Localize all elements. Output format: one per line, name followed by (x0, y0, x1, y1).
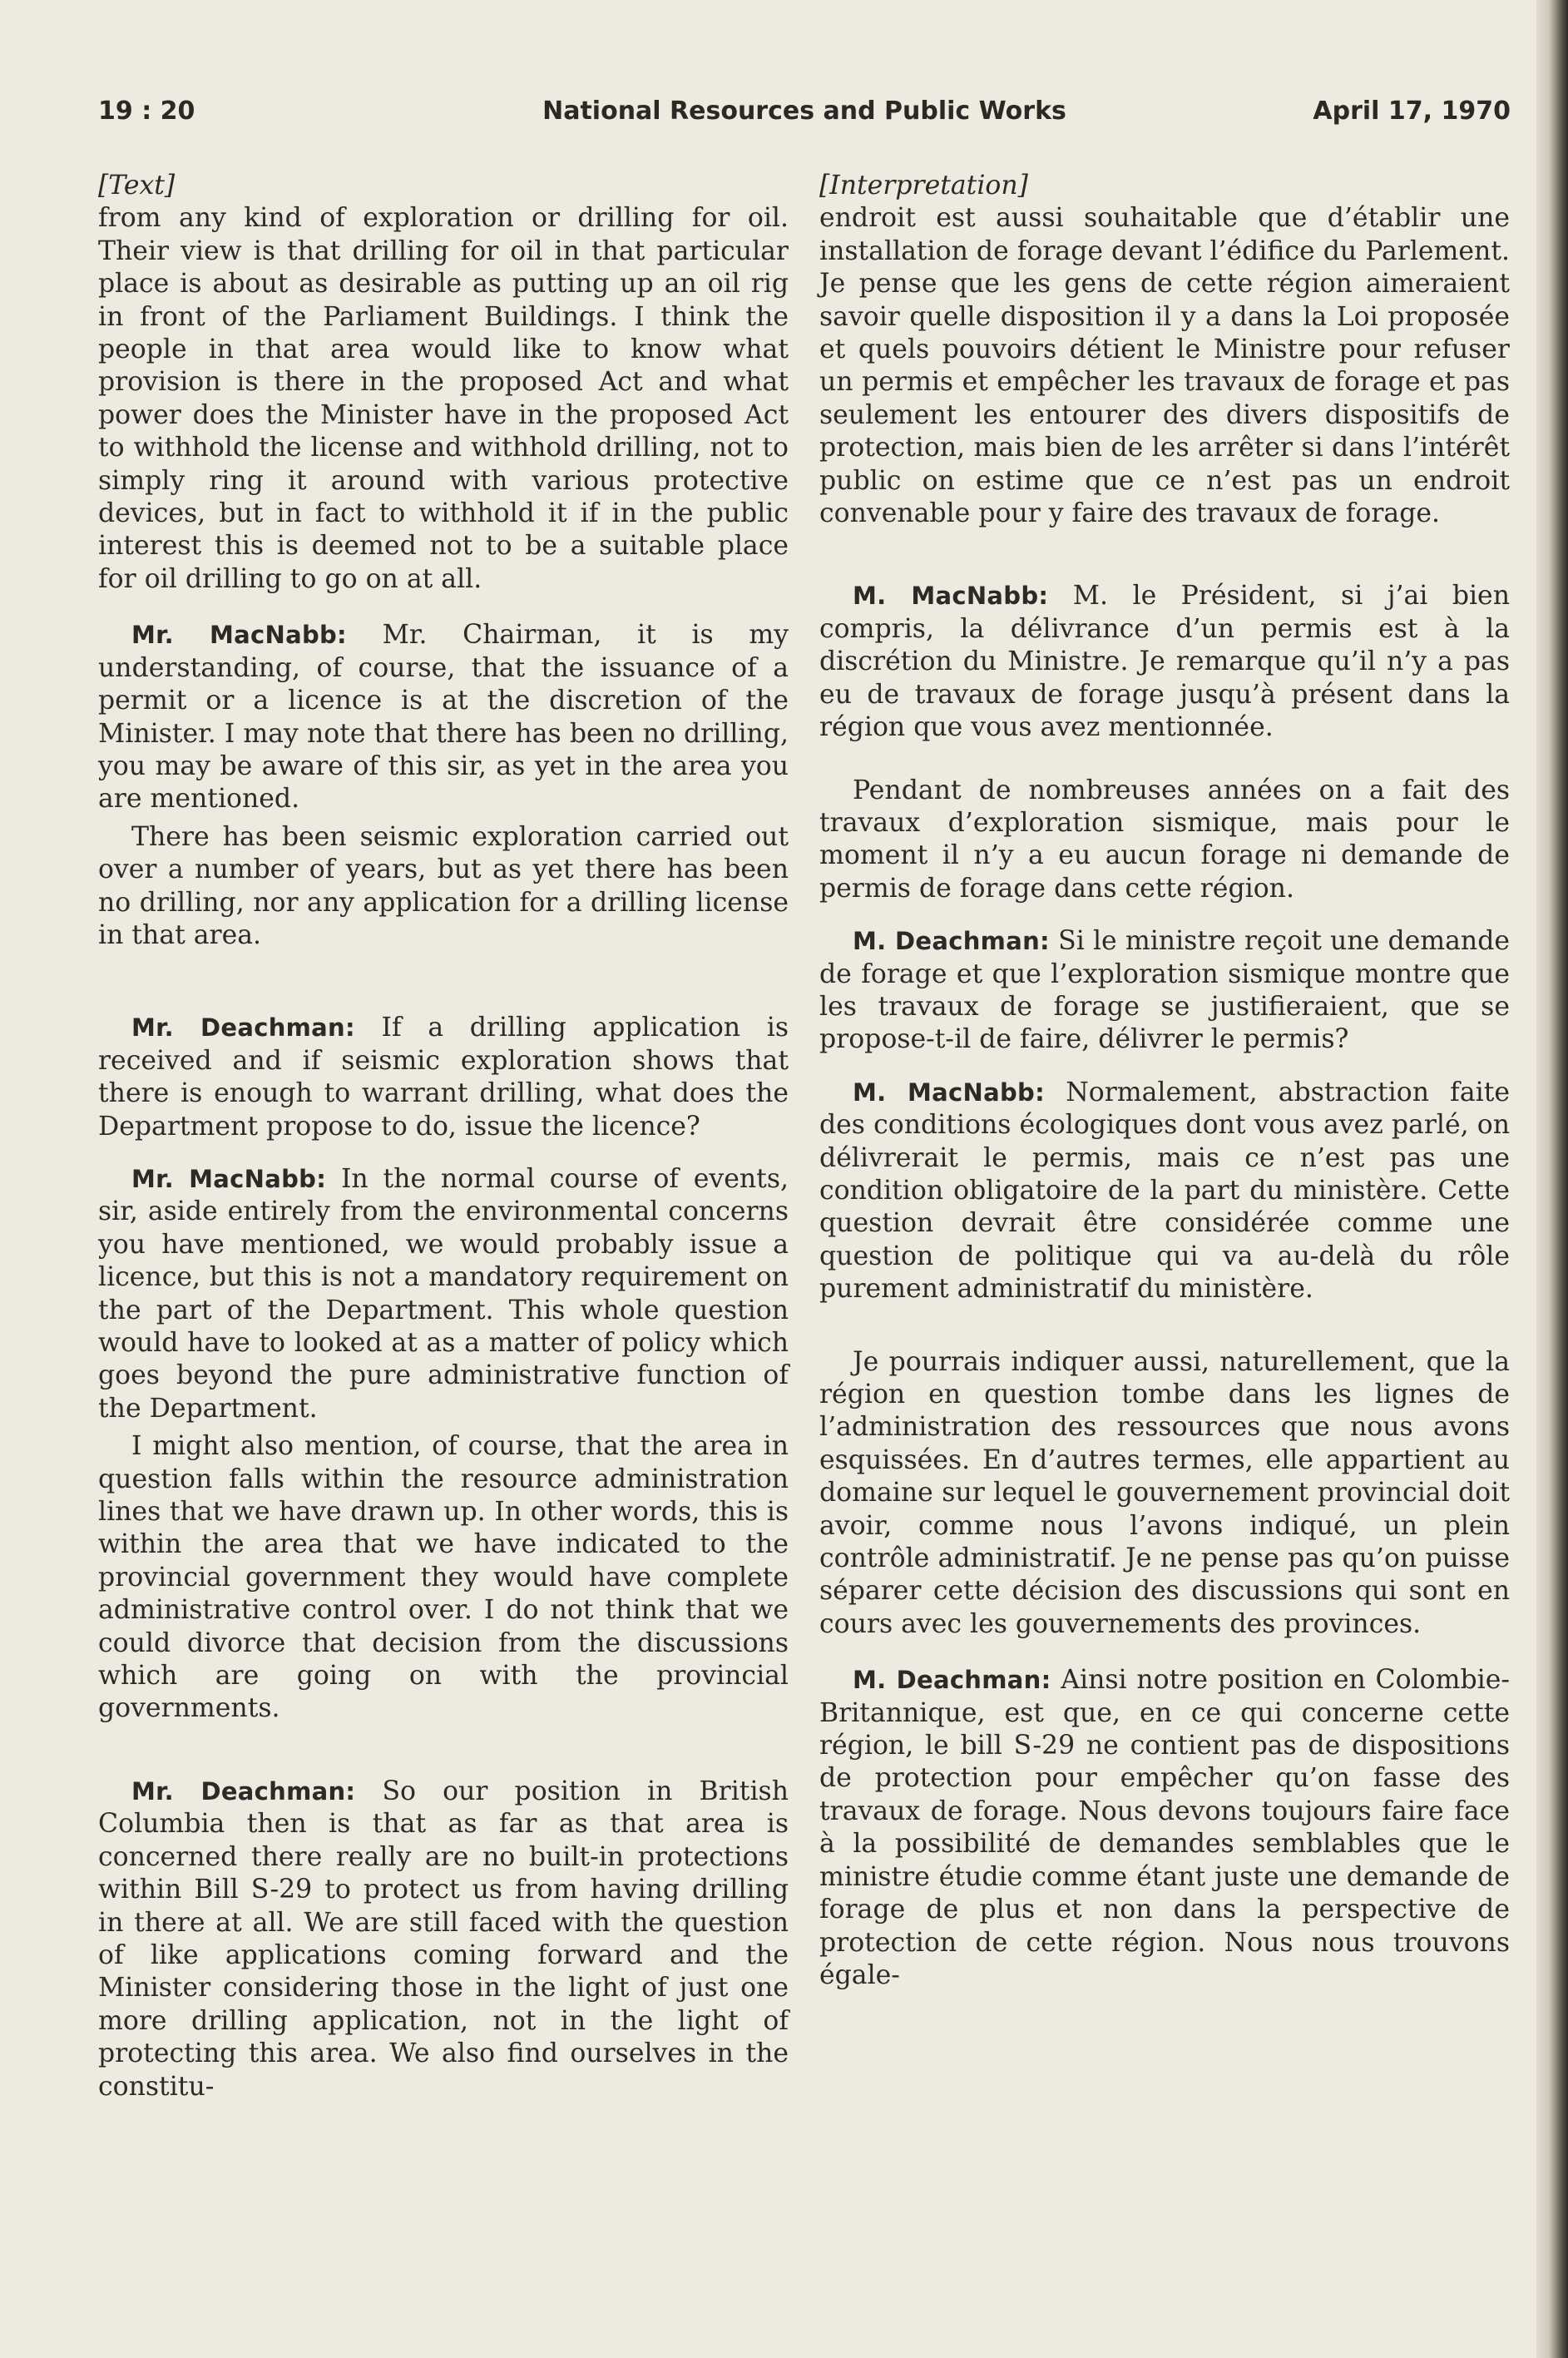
running-title: National Resources and Public Works (542, 97, 1066, 126)
speech-paragraph (819, 1077, 1510, 1306)
paragraph: I might also mention, of course, that the area in question falls within the resource administration lines that we have drawn up. In other words, this is within the area that we have indicated to the provincial government they would have complete administrative control over. I do not think that we could divorce that decision from the discussions which are going on with the provincial governments. (98, 1431, 789, 1724)
speaker-name: M. MacNabb: (853, 582, 1049, 611)
speech-text: If a drilling application is received and if seismic exploration shows that there is enough to warrant drilling, what does the Department propose to do, issue the licence? (98, 1013, 789, 1142)
speaker-name: Mr. MacNabb: (131, 621, 347, 650)
speech-paragraph (98, 619, 789, 815)
speaker-name: Mr. MacNabb: (131, 1164, 327, 1193)
speech-paragraph (98, 1012, 789, 1143)
speaker-name: M. MacNabb: (853, 1077, 1046, 1107)
speech-text: Mr. Chairman, it is my understanding, of course, that the issuance of a permit or a licence is at the discretion of the Minister. I may note that there has been no drilling, you may be aware of this sir, as yet in the area you are mentioned. (98, 620, 789, 815)
speech-paragraph (98, 1776, 789, 2103)
column-heading: [Text] (98, 171, 176, 201)
speech-text: Ainsi notre position en Colombie-Britannique, est que, en ce qui concerne cette région, le bill S-29 ne contient pas de dispositions de protection pour empêcher qu’on fasse des travaux de forage. Nous devons toujours faire face à la possibilité de demandes semblables que le ministre étudie comme étant juste une demande de forage de plus et non dans la perspective de protection de cette région. Nous nous trouvons égale- (819, 1665, 1511, 1990)
speech-paragraph (819, 1664, 1510, 1992)
column-heading: [Interpretation] (819, 171, 1028, 201)
english-column (98, 170, 789, 2103)
paragraph: There has been seismic exploration carried out over a number of years, but as yet there has been no drilling, nor any application for a drilling license in that area. (98, 821, 789, 950)
page-header (98, 97, 1511, 136)
page-edge-shadow (1536, 0, 1568, 2358)
speech-text: So our position in British Columbia then is that as far as that area is concerned there really are no built-in protections within Bill S-29 to protect us from having drilling in there at all. We are still faced with the question of like applications coming forward and the Minister considering those in the light of just one more drilling application, not in the light of protecting this area. We also find ourselves in the constitu- (98, 1776, 789, 2102)
paragraph: endroit est aussi souhaitable que d’établir une installation de forage devant l’édifice du Parlement. Je pense que les gens de cette région aimeraient savoir quelle disposition il y a dans la Loi proposée et quels pouvoirs détient le Ministre pour refuser un permis et empêcher les travaux de forage et pas seulement les entourer des divers dispositifs de protection, mais bien de les arrêter si dans l’intérêt public on estime que ce n’est pas un endroit convenable pour y faire des travaux de forage. (819, 203, 1510, 529)
speech-text: In the normal course of events, sir, aside entirely from the environmental concerns you have mentioned, we would probably issue a licence, but this is not a mandatory requirement on the part of the Department. This whole question would have to looked at as a matter of policy which goes beyond the pure administrative function of the Department. (98, 1163, 789, 1424)
speech-paragraph (98, 1163, 789, 1425)
paragraph: Pendant de nombreuses années on a fait des travaux d’exploration sismique, mais pour le moment il n’y a eu aucun forage ni demande de permis de forage dans cette région. (819, 775, 1510, 904)
speech-text: Si le ministre reçoit une demande de forage et que l’exploration sismique montre que les travaux de forage se justifieraient, que se propose-t-il de faire, délivrer le permis? (819, 926, 1511, 1055)
speaker-name: Mr. Deachman: (131, 1013, 355, 1043)
speech-paragraph (819, 580, 1510, 744)
speech-text: Normalement, abstraction faite des conditions écologiques dont vous avez parlé, on délivrerait le permis, mais ce n’est pas une condition obligatoire de la part du ministère. Cette question devrait être considérée comme une question de politique qui va au-delà du rôle purement administratif du ministère. (819, 1077, 1510, 1305)
speaker-name: M. Deachman: (853, 1666, 1051, 1695)
paragraph: Je pourrais indiquer aussi, naturellement, que la région en question tombe dans les lignes de l’administration des ressources que nous avons esquissées. En d’autres termes, elle appartient au domaine sur lequel le gouvernement provincial doit avoir, comme nous l’avons indiqué, un plein contrôle administratif. Je ne pense pas qu’on puisse séparer cette décision des discussions qui sont en cours avec les gouvernements des provinces. (819, 1346, 1510, 1639)
paragraph: from any kind of exploration or drilling for oil. Their view is that drilling for oil in that particular place is about as desirable as putting up an oil rig in front of the Parliament Buildings. I think the people in that area would like to know what provision is there in the proposed Act and what power does the Minister have in the proposed Act to withhold the license and withhold drilling, not to simply ring it around with various protective devices, but in fact to withhold it if in the public interest this is deemed not to be a suitable place for oil drilling to go on at all. (98, 203, 789, 594)
speech-text: M. le Président, si j’ai bien compris, la délivrance d’un permis est à la discrétion du Ministre. Je remarque qu’il n’y a pas eu de travaux de forage jusqu’à présent dans la région que vous avez mentionnée. (819, 581, 1510, 743)
speech-paragraph (819, 925, 1510, 1057)
speaker-name: M. Deachman: (853, 927, 1050, 956)
french-column (819, 170, 1510, 1992)
page-date: April 17, 1970 (1313, 97, 1511, 126)
page-number: 19 : 20 (98, 97, 195, 126)
speaker-name: Mr. Deachman: (131, 1776, 356, 1806)
